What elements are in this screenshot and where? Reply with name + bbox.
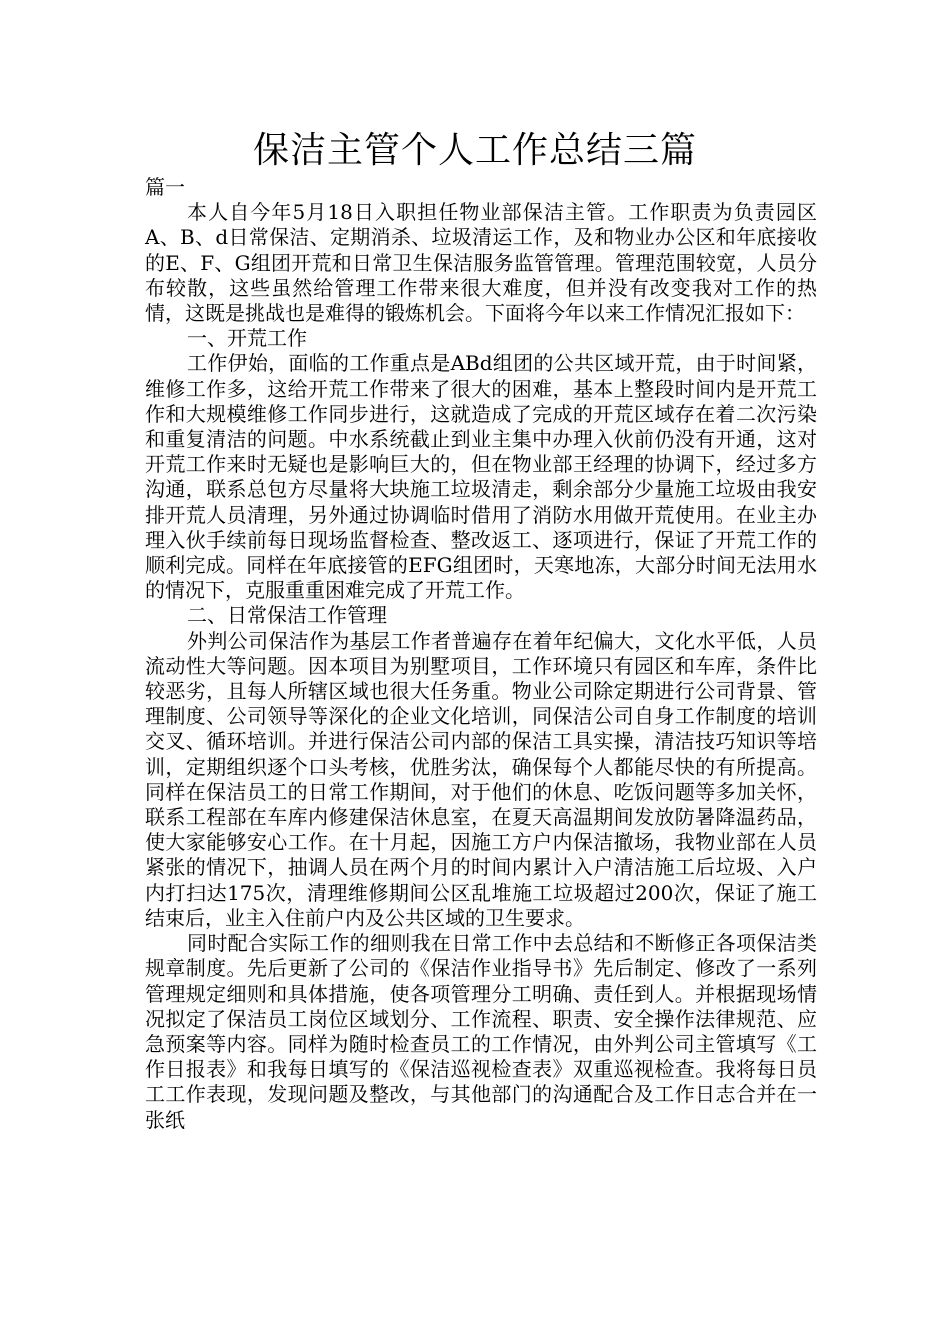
document-body bbox=[145, 175, 817, 1133]
heading-land-clearing: 一、开荒工作 bbox=[187, 326, 307, 351]
document-title: 保洁主管个人工作总结三篇 bbox=[252, 130, 697, 171]
paragraph-land-clearing: 工作伊始，面临的工作重点是ABd组团的公共区域开荒，由于时间紧，维修工作多，这给开荒工作带来了很大的困难，基本上整段时间内是开荒工作和大规模维修工作同步进行，这就造成了完成的开荒区域存在着二次污染和重复清洁的问题。中水系统截止到业主集中办理入伙前仍没有开通，这对开荒工作来时无疑也是影响巨大的，但在物业部王经理的协调下，经过多方沟通，联系总包方尽量将大块施工垃圾清走，剩余部分少量施工垃圾由我安排开荒人员清理，另外通过协调临时借用了消防水用做开荒使用。在业主办理入伙手续前每日现场监督检查、整改返工、逐项进行，保证了开荒工作的顺利完成。同样在年底接管的EFG组团时，天寒地冻，大部分时间无法用水的情况下，克服重重困难完成了开荒工作。 bbox=[145, 351, 817, 603]
paragraph-daily-cleaning: 外判公司保洁作为基层工作者普遍存在着年纪偏大，文化水平低，人员流动性大等问题。因本项目为别墅项目，工作环境只有园区和车库，条件比较恶劣，且每人所辖区域也很大任务重。物业公司除定期进行公司背景、管理制度、公司领导等深化的企业文化培训，同保洁公司自身工作制度的培训交叉、循环培训。并进行保洁公司内部的保洁工具实操，清洁技巧知识等培训，定期组织逐个口头考核，优胜劣汰，确保每个人都能尽快的有所提高。同样在保洁员工的日常工作期间，对于他们的休息、吃饭问题等多加关怀，联系工程部在车库内修建保洁休息室，在夏天高温期间发放防暑降温药品，使大家能够安心工作。在十月起，因施工方户内保洁撤场，我物业部在人员紧张的情况下，抽调人员在两个月的时间内累计入户清洁施工后垃圾、入户内打扫达175次，清理维修期间公区乱堆施工垃圾超过200次，保证了施工结束后，业主入住前户内及公共区域的卫生要求。 bbox=[145, 628, 817, 930]
paragraph-intro: 本人自今年5月18日入职担任物业部保洁主管。工作职责为负责园区A、B、d日常保洁、定期消杀、垃圾清运工作，及和物业办公区和年底接收的E、F、G组团开荒和日常卫生保洁服务监管管理。管理范围较宽，人员分布较散，这些虽然给管理工作带来很大难度，但并没有改变我对工作的热情，这既是挑战也是难得的锻炼机会。下面将今年以来工作情况汇报如下： bbox=[145, 200, 817, 326]
heading-daily-cleaning: 二、日常保洁工作管理 bbox=[187, 603, 387, 628]
section-label: 篇一 bbox=[145, 175, 185, 199]
paragraph-regulations: 同时配合实际工作的细则我在日常工作中去总结和不断修正各项保洁类规章制度。先后更新了公司的《保洁作业指导书》先后制定、修改了一系列管理规定细则和具体措施，使各项管理分工明确、责任到人。并根据现场情况拟定了保洁员工岗位区域划分、工作流程、职责、安全操作法律规范、应急预案等内容。同样为随时检查员工的工作情况，由外判公司主管填写《工作日报表》和我每日填写的《保洁巡视检查表》双重巡视检查。我将每日员工工作表现，发现问题及整改，与其他部门的沟通配合及工作日志合并在一张纸 bbox=[145, 931, 817, 1132]
